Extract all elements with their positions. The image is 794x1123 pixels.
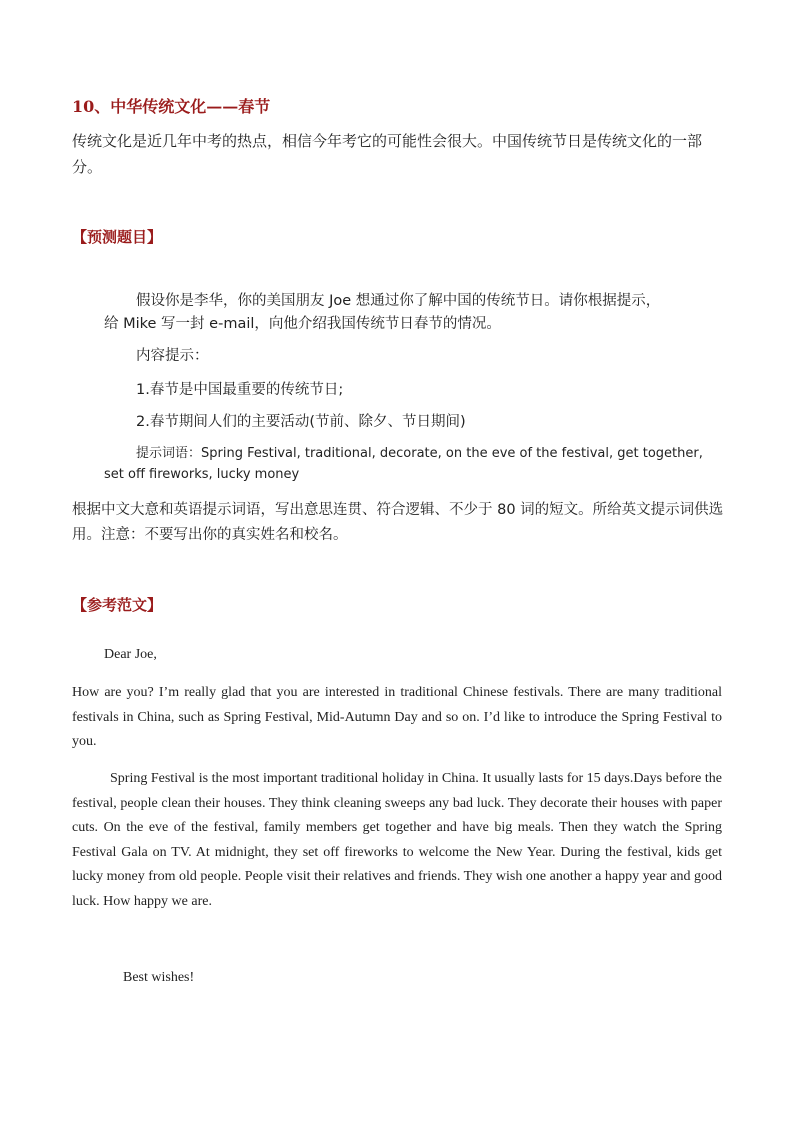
letter-greeting: Dear Joe, [104, 647, 157, 662]
content-point-2: 2.春节期间人们的主要活动(节前、除夕、节日期间) [136, 414, 466, 430]
model-essay-heading: 【参考范文】 [72, 596, 163, 614]
hint-words-line-1: 提示词语：Spring Festival, traditional, decorate, on the eve of the festival, get together, [136, 446, 703, 461]
intro-paragraph: 传统文化是近几年中考的热点，相信今年考它的可能性会很大。中国传统节日是传统文化的一部分。 [72, 132, 703, 176]
task-line-1: 假设你是李华，你的美国朋友 Joe 想通过你了解中国的传统节日。请你根据提示， [136, 293, 661, 309]
section-title: 10、中华传统文化——春节 [72, 97, 271, 116]
content-hint-label: 内容提示： [136, 348, 209, 364]
content-point-1: 1.春节是中国最重要的传统节日; [136, 382, 344, 398]
letter-paragraph-1-text: How are you? I’m really glad that you are interested in traditional Chinese festivals. There are many traditional festivals in China, such as Spring Festival, Mid-Autumn Day and so on. I’d like to introduce the Spring Festival to you. [72, 685, 722, 749]
prediction-heading: 【预测题目】 [72, 228, 163, 246]
letter-paragraph-2-text: Spring Festival is the most important traditional holiday in China. It usually lasts for 15 days.Days before the festival, people clean their houses. They think cleaning sweeps any bad luck. They decorate their houses with paper cuts. On the eve of the festival, family members get together and have big meals. Then they watch the Spring Festival Gala on TV. At midnight, they set off fireworks to welcome the New Year. During the festival, kids get lucky money from old people. People visit their relatives and friends. They wish one another a happy year and good luck. How happy we are. [72, 771, 722, 909]
hint-words-line-2: set off fireworks, lucky money [104, 467, 300, 482]
letter-closing: Best wishes! [123, 970, 195, 985]
task-line-2: 给 Mike 写一封 e-mail，向他介绍我国传统节日春节的情况。 [104, 316, 501, 332]
writing-requirement: 根据中文大意和英语提示词语，写出意思连贯、符合逻辑、不少于 80 词的短文。所给英文提示词供选用。注意：不要写出你的真实姓名和校名。 [72, 502, 724, 543]
letter-paragraph-1 [72, 681, 722, 755]
letter-paragraph-2 [72, 767, 722, 914]
